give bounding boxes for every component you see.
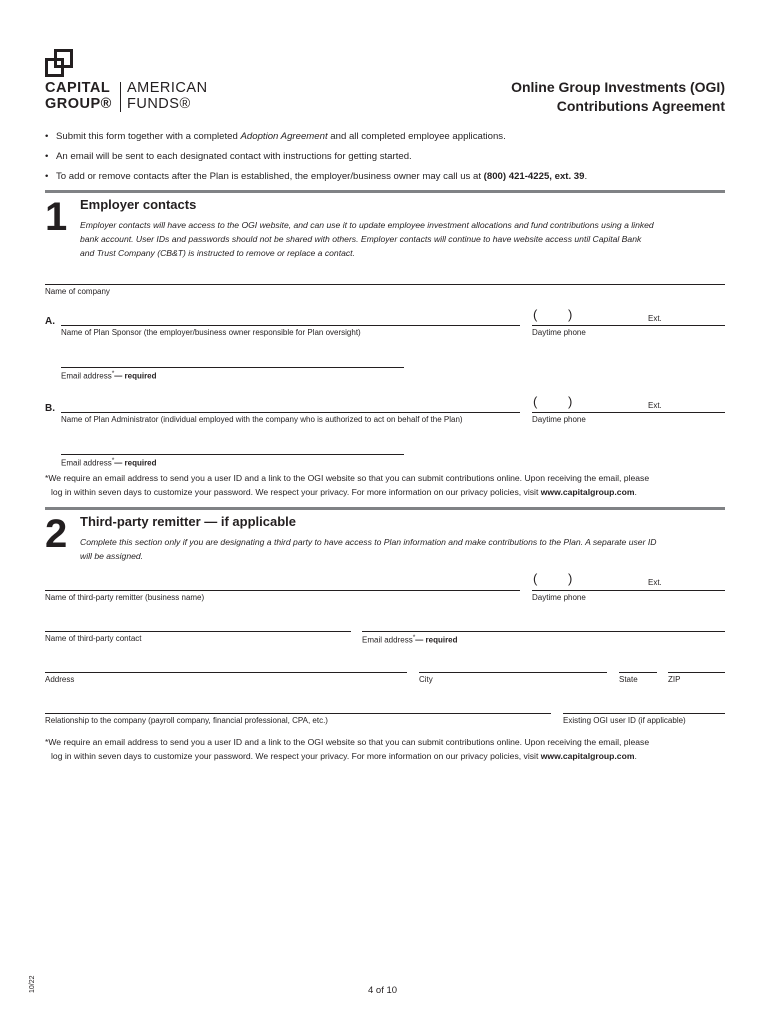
footnote-line: *We require an email address to send you a user ID and a link to the OGI website so that you can submit contributions online. Upon receiving the email, please — [45, 473, 650, 483]
ext-label: Ext. — [648, 401, 662, 410]
admin-email-field[interactable] — [61, 454, 404, 455]
area-code-open-paren: ( — [533, 394, 538, 409]
plan-sponsor-label: Name of Plan Sponsor (the employer/business owner responsible for Plan oversight) — [61, 328, 361, 337]
daytime-phone-label: Daytime phone — [532, 593, 586, 602]
capital-group-logo-icon — [45, 49, 73, 77]
third-party-contact-label: Name of third-party contact — [45, 634, 142, 643]
desc-line: bank account. User IDs and passwords should not be shared with others. Employer contacts will continue to have website access until Capital Bank — [80, 234, 642, 244]
section-1-footnote — [45, 471, 649, 499]
email-footnote-mark: * — [412, 634, 416, 641]
desc-line: and Trust Company (CB&T) is instructed to remove or replace a contact. — [80, 248, 355, 258]
sponsor-phone-field[interactable] — [532, 325, 725, 326]
capitalgroup-link[interactable]: www.capitalgroup.com — [540, 751, 635, 761]
daytime-phone-label: Daytime phone — [532, 415, 586, 424]
footnote-end: . — [634, 751, 637, 761]
title-line-2: Contributions Agreement — [556, 98, 725, 114]
brand-funds: FUNDS® — [127, 96, 191, 112]
email-label — [61, 370, 157, 381]
email-required: — required — [415, 635, 458, 645]
capitalgroup-link[interactable]: www.capitalgroup.com — [540, 487, 635, 497]
daytime-phone-label: Daytime phone — [532, 328, 586, 337]
plan-sponsor-name-field[interactable] — [61, 325, 520, 326]
footnote-line: *We require an email address to send you a user ID and a link to the OGI website so that you can submit contributions online. Upon receiving the email, please — [45, 737, 650, 747]
footnote-text: log in within seven days to customize your password. We respect your privacy. For more information on our privacy policies, visit — [51, 751, 541, 761]
remitter-name-field[interactable] — [45, 590, 520, 591]
remitter-name-label: Name of third-party remitter (business name) — [45, 593, 205, 602]
title-line-1: Online Group Investments (OGI) — [511, 79, 725, 95]
desc-line: Complete this section only if you are designating a third party to have access to Plan information and make contributions to the Plan. A separate user ID — [80, 537, 657, 547]
ogi-user-id-field[interactable] — [563, 713, 725, 714]
zip-label: ZIP — [668, 675, 681, 684]
email-label — [61, 457, 157, 468]
section-2-footnote — [45, 735, 649, 763]
ext-label: Ext. — [648, 578, 662, 587]
company-name-field[interactable] — [45, 284, 725, 285]
relationship-label: Relationship to the company (payroll company, financial professional, CPA, etc.) — [45, 716, 328, 725]
footnote-line — [45, 485, 649, 499]
state-label: State — [619, 675, 638, 684]
section-divider — [45, 507, 725, 510]
contact-a-marker: A. — [45, 316, 55, 327]
email-label-text: Email address — [61, 458, 112, 468]
section-divider — [45, 190, 725, 193]
section-2-description — [80, 535, 730, 563]
company-name-label: Name of company — [45, 287, 110, 296]
desc-line: Employer contacts will have access to the OGI website, and can use it to update employee investment allocations and fund contributions using a linked — [80, 220, 654, 230]
email-label-text: Email address — [61, 371, 112, 381]
email-footnote-mark: * — [111, 370, 115, 377]
document-title — [511, 78, 725, 116]
brand-divider — [120, 82, 121, 112]
section-2-title: Third-party remitter — if applicable — [80, 514, 296, 529]
section-2-number: 2 — [45, 512, 68, 556]
address-field[interactable] — [45, 672, 407, 673]
footnote-text: log in within seven days to customize your password. We respect your privacy. For more information on our privacy policies, visit — [51, 487, 541, 497]
area-code-open-paren: ( — [533, 571, 538, 586]
plan-admin-name-field[interactable] — [61, 412, 520, 413]
area-code-close-paren: ) — [568, 394, 573, 409]
email-label — [362, 634, 458, 645]
section-1-description — [80, 218, 730, 260]
bullet-text: To add or remove contacts after the Plan is established, the employer/business owner may call us at — [56, 171, 484, 182]
footnote-end: . — [634, 487, 637, 497]
third-party-contact-field[interactable] — [45, 631, 351, 632]
relationship-field[interactable] — [45, 713, 551, 714]
bullet-text: Submit this form together with a completed — [56, 131, 241, 142]
admin-phone-field[interactable] — [532, 412, 725, 413]
area-code-open-paren: ( — [533, 307, 538, 322]
email-required: — required — [114, 371, 157, 381]
bullet-text: An email will be sent to each designated contact with instructions for getting started. — [56, 151, 412, 162]
brand-group: GROUP® — [45, 96, 112, 112]
ogi-user-id-label: Existing OGI user ID (if applicable) — [563, 716, 686, 725]
area-code-close-paren: ) — [568, 307, 573, 322]
area-code-close-paren: ) — [568, 571, 573, 586]
bullet-item: • To add or remove contacts after the Plan is established, the employer/business owner may call us at (800) 421-4225, ext. 39. — [45, 171, 588, 182]
phone-number: (800) 421-4225, ext. 39 — [483, 171, 585, 182]
city-label: City — [419, 675, 433, 684]
bullet-text: . — [584, 171, 588, 182]
state-field[interactable] — [619, 672, 657, 673]
contact-b-marker: B. — [45, 403, 55, 414]
section-1-number: 1 — [45, 195, 68, 239]
page-number: 4 of 10 — [368, 985, 398, 996]
bullet-item: • An email will be sent to each designated contact with instructions for getting started. — [45, 151, 412, 162]
bullet-item: • Submit this form together with a completed Adoption Agreement and all completed employee applications. — [45, 131, 506, 142]
remitter-phone-field[interactable] — [532, 590, 725, 591]
bullet-text: and all completed employee applications. — [327, 131, 506, 142]
city-field[interactable] — [419, 672, 607, 673]
email-footnote-mark: * — [111, 457, 115, 464]
sponsor-email-field[interactable] — [61, 367, 404, 368]
desc-line: will be assigned. — [80, 551, 144, 561]
zip-field[interactable] — [668, 672, 725, 673]
section-1-title: Employer contacts — [80, 197, 197, 212]
form-revision-code: 10/22 — [29, 975, 36, 993]
address-label: Address — [45, 675, 75, 684]
email-label-text: Email address — [362, 635, 413, 645]
bullet-emphasis: Adoption Agreement — [240, 131, 328, 142]
plan-admin-label: Name of Plan Administrator (individual employed with the company who is authorized to act on behalf of the Plan) — [61, 415, 463, 424]
footnote-line — [45, 749, 649, 763]
brand-capital: CAPITAL — [45, 80, 111, 96]
brand-american: AMERICAN — [127, 80, 208, 96]
email-required: — required — [114, 458, 157, 468]
third-party-email-field[interactable] — [362, 631, 725, 632]
ext-label: Ext. — [648, 314, 662, 323]
